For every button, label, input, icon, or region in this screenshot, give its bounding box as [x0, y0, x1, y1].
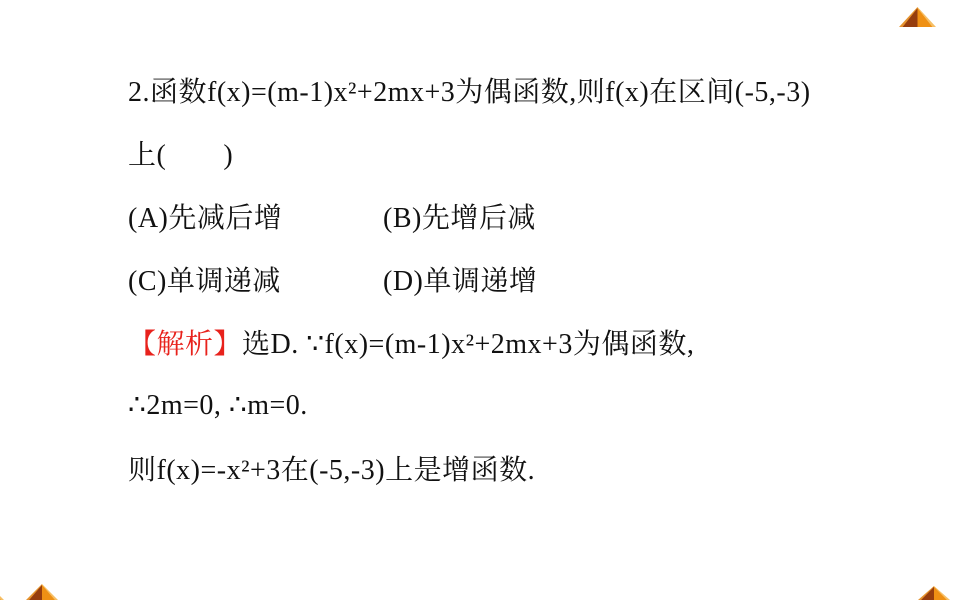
- pyramid-icon-bottom-left: [26, 584, 58, 600]
- pyramid-icon-bottom-right: [918, 586, 950, 600]
- options-row-2: [128, 247, 930, 310]
- question-line-1: 2.函数f(x)=(m-1)x²+2mx+3为偶函数,则f(x)在区间(-5,-3): [128, 76, 811, 108]
- option-d: (D)单调递增: [383, 265, 538, 297]
- option-c: (C)单调递减: [128, 265, 281, 297]
- question-line-2: 上( ): [128, 139, 234, 171]
- analysis-line-2: ∴2m=0, ∴m=0.: [128, 389, 308, 421]
- analysis-line-1: [128, 310, 930, 373]
- options-row-1: [128, 184, 930, 247]
- pyramid-icon-bottom-left-edge: [0, 584, 4, 600]
- option-a: (A)先减后增: [128, 202, 283, 234]
- analysis-text-1: 选D. ∵f(x)=(m-1)x²+2mx+3为偶函数,: [242, 328, 695, 360]
- analysis-tag: 【解析】: [128, 328, 243, 360]
- option-b: (B)先增后减: [383, 202, 536, 234]
- analysis-line-3: 则f(x)=-x²+3在(-5,-3)上是增函数.: [128, 454, 536, 486]
- pyramid-icon-top-right: [899, 7, 936, 27]
- slide-content: [128, 58, 930, 499]
